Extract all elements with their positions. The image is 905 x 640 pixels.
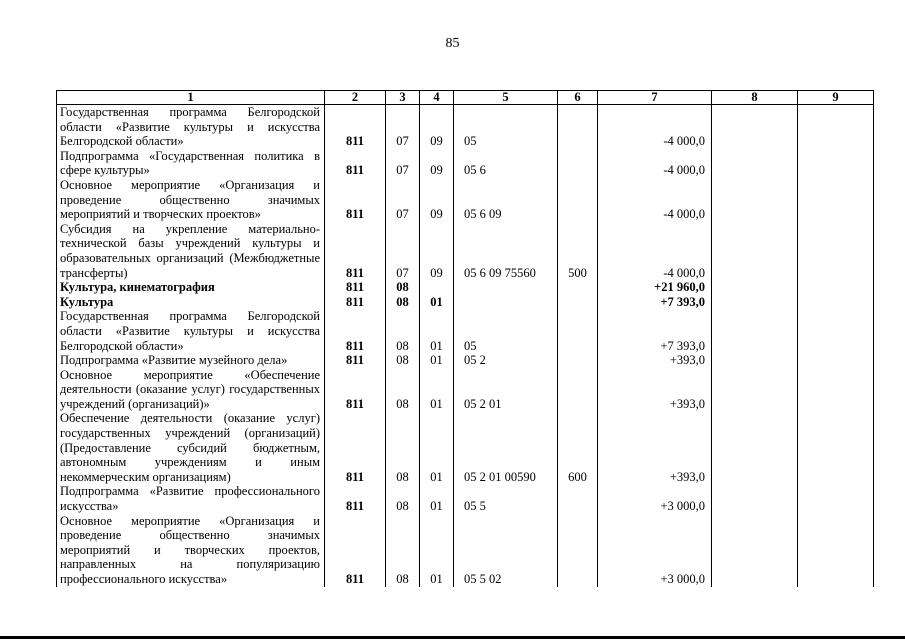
row-subsection: 01	[420, 411, 454, 484]
row-amount: -4 000,0	[598, 105, 712, 149]
row-section: 07	[386, 222, 420, 280]
table-row	[57, 222, 874, 280]
row-target-item	[454, 295, 558, 310]
row-col-8	[712, 178, 798, 222]
row-col-8	[712, 411, 798, 484]
row-subsection: 01	[420, 514, 454, 587]
column-header-4: 4	[420, 91, 454, 105]
row-col-8	[712, 295, 798, 310]
row-expense-type	[558, 178, 598, 222]
table-body	[57, 105, 874, 587]
row-amount: +393,0	[598, 368, 712, 412]
row-amount: +3 000,0	[598, 484, 712, 513]
row-subsection: 09	[420, 105, 454, 149]
row-subsection: 09	[420, 222, 454, 280]
row-code: 811	[325, 222, 386, 280]
row-col-9	[798, 222, 874, 280]
page-number: 85	[445, 36, 460, 51]
table-row	[57, 514, 874, 587]
row-name: Субсидия на укрепление материально-технической базы учреждений культуры и образовательных организаций (Межбюджетные трансферты)	[57, 222, 325, 280]
row-col-8	[712, 353, 798, 368]
row-name: Государственная программа Белгородской области «Развитие культуры и искусства Белгородской области»	[57, 105, 325, 149]
row-name: Государственная программа Белгородской области «Развитие культуры и искусства Белгородской области»	[57, 309, 325, 353]
row-target-item: 05	[454, 105, 558, 149]
budget-table-container	[56, 90, 873, 587]
row-amount: +3 000,0	[598, 514, 712, 587]
row-col-8	[712, 149, 798, 178]
row-amount: -4 000,0	[598, 222, 712, 280]
row-amount: -4 000,0	[598, 149, 712, 178]
row-expense-type	[558, 149, 598, 178]
row-col-9	[798, 280, 874, 295]
column-header-7: 7	[598, 91, 712, 105]
row-col-9	[798, 309, 874, 353]
row-col-9	[798, 149, 874, 178]
table-row	[57, 353, 874, 368]
row-code: 811	[325, 178, 386, 222]
row-subsection: 01	[420, 484, 454, 513]
row-name: Обеспечение деятельности (оказание услуг) государственных учреждений (организаций) (Предоставление субсидий бюджетным, автономным учреждениям и иным некоммерческим организациям)	[57, 411, 325, 484]
row-expense-type	[558, 514, 598, 587]
row-name: Основное мероприятие «Организация и проведение общественно значимых мероприятий и творческих проектов»	[57, 178, 325, 222]
row-col-8	[712, 280, 798, 295]
column-header-1: 1	[57, 91, 325, 105]
row-col-9	[798, 411, 874, 484]
column-header-2: 2	[325, 91, 386, 105]
row-section: 07	[386, 149, 420, 178]
table-row	[57, 368, 874, 412]
row-amount: +7 393,0	[598, 295, 712, 310]
row-subsection: 01	[420, 353, 454, 368]
row-code: 811	[325, 368, 386, 412]
row-section: 08	[386, 295, 420, 310]
row-section: 07	[386, 178, 420, 222]
row-code: 811	[325, 514, 386, 587]
row-expense-type	[558, 309, 598, 353]
row-col-8	[712, 105, 798, 149]
column-header-6: 6	[558, 91, 598, 105]
column-header-9: 9	[798, 91, 874, 105]
row-col-8	[712, 514, 798, 587]
row-code: 811	[325, 353, 386, 368]
row-subsection: 09	[420, 178, 454, 222]
row-target-item: 05 2 01	[454, 368, 558, 412]
row-target-item: 05 5 02	[454, 514, 558, 587]
row-target-item: 05 2 01 00590	[454, 411, 558, 484]
table-header-row	[57, 91, 874, 105]
row-subsection: 01	[420, 295, 454, 310]
row-code: 811	[325, 280, 386, 295]
row-col-8	[712, 309, 798, 353]
row-section: 07	[386, 105, 420, 149]
table-row	[57, 149, 874, 178]
row-amount: +393,0	[598, 353, 712, 368]
row-code: 811	[325, 295, 386, 310]
row-target-item: 05 2	[454, 353, 558, 368]
row-subsection: 01	[420, 309, 454, 353]
row-name: Культура, кинематография	[57, 280, 325, 295]
row-code: 811	[325, 411, 386, 484]
row-name: Подпрограмма «Развитие музейного дела»	[57, 353, 325, 368]
column-header-5: 5	[454, 91, 558, 105]
budget-table	[56, 90, 874, 587]
row-expense-type	[558, 295, 598, 310]
page-bottom-border	[0, 636, 905, 639]
column-header-8: 8	[712, 91, 798, 105]
column-header-3: 3	[386, 91, 420, 105]
row-name: Подпрограмма «Государственная политика в сфере культуры»	[57, 149, 325, 178]
row-expense-type: 500	[558, 222, 598, 280]
row-section: 08	[386, 484, 420, 513]
row-target-item	[454, 280, 558, 295]
row-subsection: 09	[420, 149, 454, 178]
row-target-item: 05	[454, 309, 558, 353]
row-code: 811	[325, 309, 386, 353]
row-col-8	[712, 222, 798, 280]
row-col-9	[798, 353, 874, 368]
row-col-9	[798, 514, 874, 587]
row-col-8	[712, 484, 798, 513]
row-name: Культура	[57, 295, 325, 310]
row-target-item: 05 6 09 75560	[454, 222, 558, 280]
table-row	[57, 295, 874, 310]
row-expense-type	[558, 484, 598, 513]
row-section: 08	[386, 514, 420, 587]
row-target-item: 05 6	[454, 149, 558, 178]
row-amount: +21 960,0	[598, 280, 712, 295]
row-target-item: 05 6 09	[454, 178, 558, 222]
row-section: 08	[386, 368, 420, 412]
row-name: Основное мероприятие «Обеспечение деятельности (оказание услуг) государственных учреждений (организаций)»	[57, 368, 325, 412]
row-name: Основное мероприятие «Организация и проведение общественно значимых мероприятий и творческих проектов, направленных на популяризацию профессионального искусства»	[57, 514, 325, 587]
table-row	[57, 411, 874, 484]
row-amount: +393,0	[598, 411, 712, 484]
row-section: 08	[386, 411, 420, 484]
row-expense-type	[558, 105, 598, 149]
row-col-9	[798, 368, 874, 412]
row-code: 811	[325, 105, 386, 149]
row-amount: +7 393,0	[598, 309, 712, 353]
row-target-item: 05 5	[454, 484, 558, 513]
row-section: 08	[386, 353, 420, 368]
row-amount: -4 000,0	[598, 178, 712, 222]
table-row	[57, 280, 874, 295]
row-col-9	[798, 484, 874, 513]
row-code: 811	[325, 149, 386, 178]
row-section: 08	[386, 280, 420, 295]
row-col-9	[798, 295, 874, 310]
row-subsection: 01	[420, 368, 454, 412]
row-name: Подпрограмма «Развитие профессионального искусства»	[57, 484, 325, 513]
row-col-9	[798, 178, 874, 222]
row-subsection	[420, 280, 454, 295]
table-row	[57, 484, 874, 513]
table-row	[57, 178, 874, 222]
row-expense-type	[558, 368, 598, 412]
row-expense-type	[558, 280, 598, 295]
row-expense-type	[558, 353, 598, 368]
row-code: 811	[325, 484, 386, 513]
row-expense-type: 600	[558, 411, 598, 484]
row-col-9	[798, 105, 874, 149]
table-row	[57, 105, 874, 149]
table-row	[57, 309, 874, 353]
row-col-8	[712, 368, 798, 412]
row-section: 08	[386, 309, 420, 353]
